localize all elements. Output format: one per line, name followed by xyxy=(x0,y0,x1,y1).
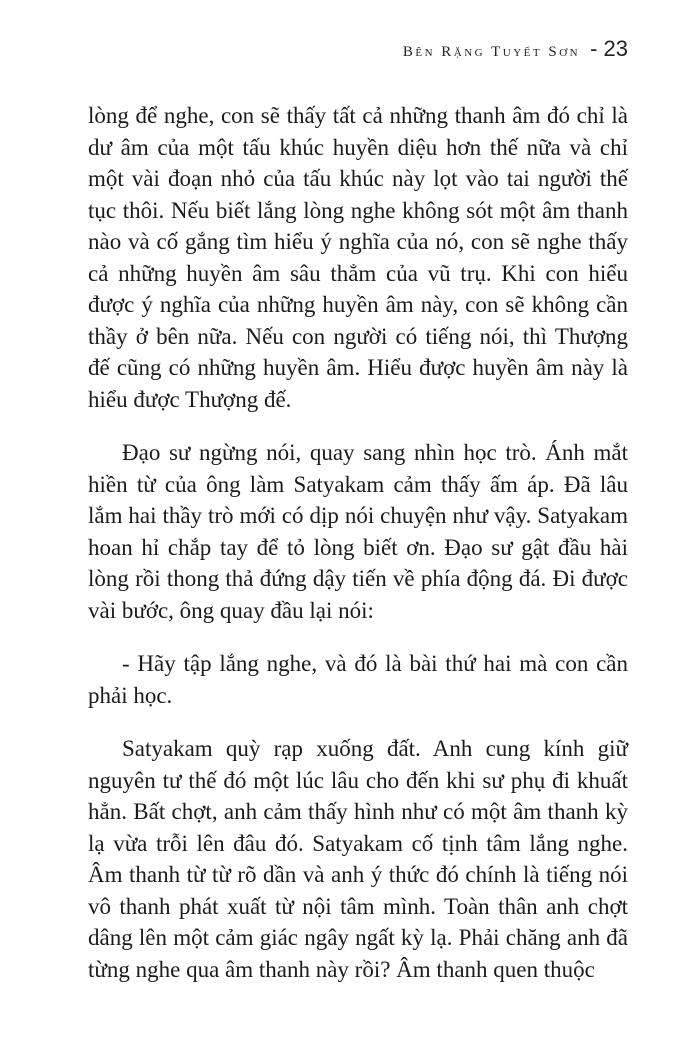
body-text xyxy=(88,100,628,1007)
running-title: Bên Rặng Tuyết Sơn xyxy=(402,44,581,60)
page-header xyxy=(403,36,628,62)
paragraph: Đạo sư ngừng nói, quay sang nhìn học trò. Ánh mắt hiền từ của ông làm Satyakam cảm thấy ấm áp. Đã lâu lắm hai thầy trò mới có dịp nói chuyện như vậy. Satyakam hoan hỉ chắp tay để tỏ lòng biết ơn. Đạo sư gật đầu hài lòng rồi thong thả đứng dậy tiến về phía động đá. Đi được vài bước, ông quay đầu lại nói: xyxy=(88,440,628,623)
paragraph-continuation: lòng để nghe, con sẽ thấy tất cả những thanh âm đó chỉ là dư âm của một tấu khúc huyền diệu hơn thế nữa và chỉ một vài đoạn nhỏ của tấu khúc này lọt vào tai người thế tục thôi. Nếu biết lắng lòng nghe không sót một âm thanh nào và cố gắng tìm hiểu ý nghĩa của nó, con sẽ nghe thấy cả những huyền âm sâu thẳm của vũ trụ. Khi con hiểu được ý nghĩa của những huyền âm này, con sẽ không cần thầy ở bên nữa. Nếu con người có tiếng nói, thì Thượng đế cũng có những huyền âm. Hiểu được huyền âm này là hiểu được Thượng đế. xyxy=(88,103,628,412)
paragraph: Satyakam quỳ rạp xuống đất. Anh cung kính giữ nguyên tư thế đó một lúc lâu cho đến khi sư phụ đi khuất hẳn. Bất chợt, anh cảm thấy hình như có một âm thanh kỳ lạ vừa trỗi lên đâu đó. Satyakam cố tịnh tâm lắng nghe. Âm thanh từ từ rõ dần và anh ý thức đó chính là tiếng nói vô thanh phát xuất từ nội tâm mình. Toàn thân anh chợt dâng lên một cảm giác ngây ngất kỳ lạ. Phải chăng anh đã từng nghe qua âm thanh này rồi? Âm thanh quen thuộc xyxy=(88,736,628,982)
page-number: - 23 xyxy=(590,36,628,61)
paragraph-dialogue: - Hãy tập lắng nghe, và đó là bài thứ hai mà con cần phải học. xyxy=(88,651,628,708)
